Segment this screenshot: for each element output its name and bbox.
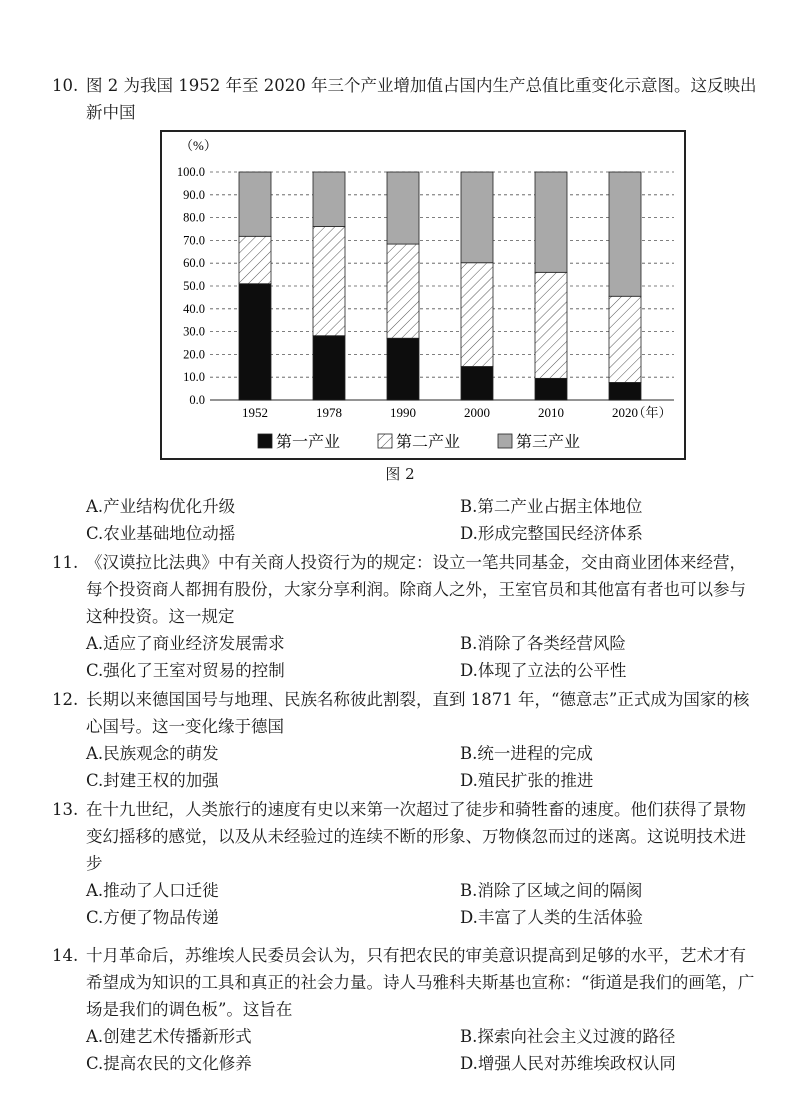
- option-a[interactable]: A.创建艺术传播新形式: [86, 1027, 252, 1046]
- x-tick-label: 1952: [242, 405, 268, 420]
- bar-segment: [387, 338, 419, 400]
- question-stem: 在十九世纪，人类旅行的速度有史以来第一次超过了徒步和骑牲畜的速度。他们获得了景物变幻摇移的感觉，以及从未经验过的连续不断的形象、万物倏忽而过的迷离。这说明技术进步: [86, 800, 746, 873]
- bar-segment: [387, 172, 419, 244]
- y-tick-label: 60.0: [183, 256, 205, 271]
- question-number: 11.: [52, 553, 79, 572]
- option-d[interactable]: D.丰富了人类的生活体验: [460, 908, 643, 927]
- x-tick-label: 1978: [316, 405, 342, 420]
- option-a[interactable]: A.推动了人口迁徙: [86, 881, 219, 900]
- legend-label: 第二产业: [396, 434, 461, 451]
- y-tick-label: 10.0: [183, 370, 205, 385]
- legend-swatch: [378, 434, 392, 448]
- y-tick-label: 0.0: [189, 393, 205, 407]
- figure-2-chart: [160, 130, 686, 460]
- option-c[interactable]: C.农业基础地位动摇: [86, 524, 236, 543]
- x-axis-ticks: [242, 405, 638, 420]
- question-stem: 图 2 为我国 1952 年至 2020 年三个产业增加值占国内生产总值比重变化示意图。这反映出新中国: [86, 76, 757, 122]
- option-b[interactable]: B.消除了各类经营风险: [460, 634, 626, 653]
- legend-label: 第三产业: [516, 434, 581, 451]
- bar-segment: [461, 366, 493, 400]
- x-unit-label: （年）: [632, 405, 672, 420]
- bar-segment: [461, 172, 493, 263]
- chart-grid: [210, 172, 674, 400]
- option-d[interactable]: D.体现了立法的公平性: [460, 661, 627, 680]
- chart-legend: [258, 433, 580, 451]
- x-tick-label: 1990: [390, 405, 416, 420]
- question-number: 13.: [52, 800, 79, 819]
- stacked-bar-chart: [162, 132, 684, 458]
- x-tick-label: 2000: [464, 405, 490, 420]
- bar-segment: [313, 226, 345, 335]
- question-stem: 《汉谟拉比法典》中有关商人投资行为的规定：设立一笔共同基金，交由商业团体来经营，每个投资商人都拥有股份，大家分享利润。除商人之外，王室官员和其他富有者也可以参与这种投资。这一规定: [86, 553, 746, 626]
- y-tick-label: 50.0: [183, 279, 205, 293]
- question-10-options: [52, 493, 762, 547]
- y-tick-label: 30.0: [183, 324, 205, 339]
- question-stem: 十月革命后，苏维埃人民委员会认为，只有把农民的审美意识提高到足够的水平，艺术才有希望成为知识的工具和真正的社会力量。诗人马雅科夫斯基也宣称：“街道是我们的画笔，广场是我们的调色板”。这旨在: [86, 946, 755, 1019]
- option-c[interactable]: C.封建王权的加强: [86, 771, 219, 790]
- y-tick-label: 100.0: [176, 165, 205, 179]
- bar-segment: [535, 172, 567, 272]
- bar-segment: [609, 172, 641, 296]
- question-number: 12.: [52, 690, 79, 709]
- y-tick-label: 20.0: [183, 347, 205, 362]
- y-tick-label: 90.0: [183, 187, 205, 202]
- option-a[interactable]: A.民族观念的萌发: [86, 744, 219, 763]
- bar-segment: [313, 336, 345, 400]
- question-number: 10.: [52, 76, 79, 95]
- question-13: [52, 796, 762, 931]
- y-axis-ticks: [177, 165, 205, 407]
- option-d[interactable]: D.增强人民对苏维埃政权认同: [460, 1054, 676, 1073]
- question-14: [52, 942, 762, 1077]
- figure-caption: 图 2: [385, 465, 415, 483]
- bar-segment: [387, 244, 419, 338]
- question-10: [52, 72, 762, 126]
- x-tick-label: 2010: [538, 405, 564, 420]
- option-d[interactable]: D.形成完整国民经济体系: [460, 524, 643, 543]
- bar-segment: [313, 172, 345, 226]
- legend-swatch: [258, 434, 272, 448]
- y-tick-label: 80.0: [183, 210, 205, 225]
- question-11: [52, 549, 762, 684]
- option-c[interactable]: C.提高农民的文化修养: [86, 1054, 252, 1073]
- y-tick-label: 40.0: [183, 301, 205, 316]
- bar-segment: [609, 382, 641, 400]
- option-d[interactable]: D.殖民扩张的推进: [460, 771, 594, 790]
- bar-segment: [239, 236, 271, 283]
- x-tick-label: 2020: [612, 405, 638, 420]
- option-c[interactable]: C.方便了物品传递: [86, 908, 219, 927]
- y-unit-label: （%）: [180, 138, 217, 153]
- bar-segment: [609, 296, 641, 382]
- question-stem: 长期以来德国国号与地理、民族名称彼此割裂，直到 1871 年，“德意志”正式成为国家的核心国号。这一变化缘于德国: [86, 690, 750, 736]
- y-tick-label: 70.0: [183, 233, 205, 248]
- option-b[interactable]: B.统一进程的完成: [460, 744, 593, 763]
- question-number: 14.: [52, 946, 79, 965]
- bar-segment: [535, 378, 567, 400]
- option-c[interactable]: C.强化了王室对贸易的控制: [86, 661, 285, 680]
- bar-segment: [461, 263, 493, 367]
- option-b[interactable]: B.探索向社会主义过渡的路径: [460, 1027, 676, 1046]
- question-12: [52, 686, 762, 794]
- bar-segment: [239, 172, 271, 236]
- bar-segment: [535, 272, 567, 378]
- bar-segment: [239, 284, 271, 400]
- option-b[interactable]: B.第二产业占据主体地位: [460, 497, 643, 516]
- legend-swatch: [498, 434, 512, 448]
- option-a[interactable]: A.产业结构优化升级: [86, 497, 236, 516]
- option-a[interactable]: A.适应了商业经济发展需求: [86, 634, 285, 653]
- legend-label: 第一产业: [276, 434, 341, 451]
- option-b[interactable]: B.消除了区域之间的隔阂: [460, 881, 643, 900]
